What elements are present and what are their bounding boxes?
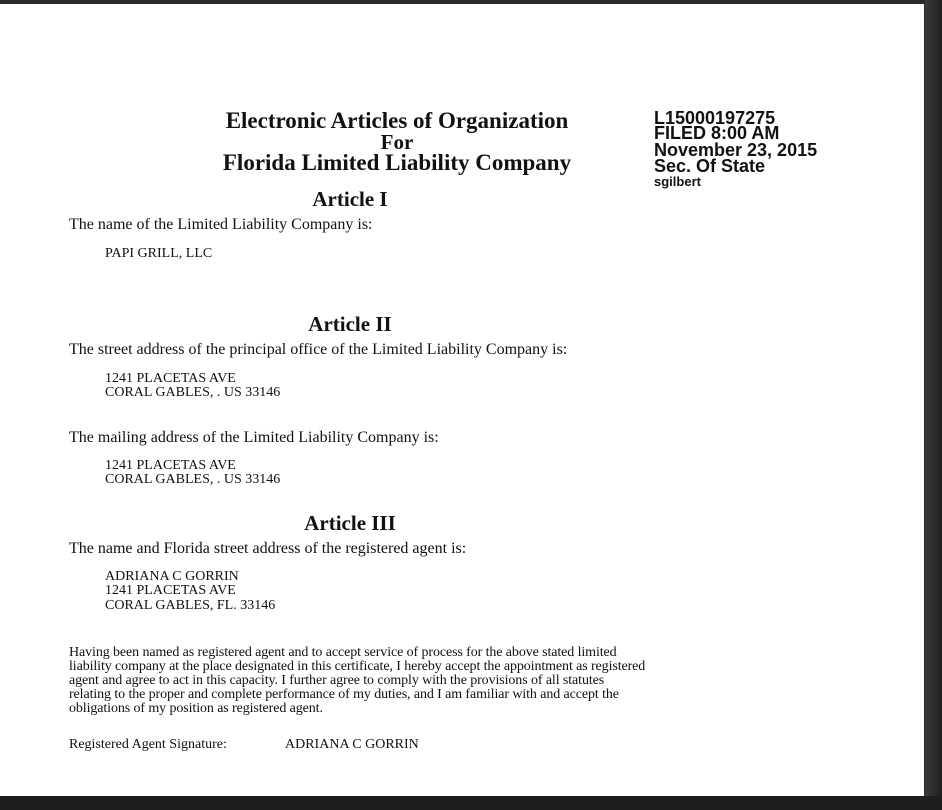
- article-1-statement: The name of the Limited Liability Company is:: [69, 216, 373, 233]
- mailing-address-line1: 1241 PLACETAS AVE: [105, 458, 236, 473]
- company-name: PAPI GRILL, LLC: [105, 246, 213, 261]
- article-1-heading: Article I: [312, 187, 388, 211]
- acceptance-line-3: agent and agree to act in this capacity. I further agree to comply with the provisions of all statutes: [69, 673, 605, 688]
- document-title-line2: For: [380, 130, 414, 154]
- viewer-side-edge: [925, 0, 942, 810]
- principal-address-line1: 1241 PLACETAS AVE: [105, 371, 236, 386]
- acceptance-line-2: liability company at the place designated in this certificate, I hereby accept the appointment as registered: [69, 659, 646, 674]
- viewer-bottom-edge: [0, 796, 942, 810]
- acceptance-line-5: obligations of my position as registered agent.: [69, 701, 323, 716]
- signature-value: ADRIANA C GORRIN: [285, 737, 419, 752]
- document-title-line1: Electronic Articles of Organization: [225, 108, 569, 133]
- stamp-filed-time: FILED 8:00 AM: [654, 123, 780, 143]
- mailing-address-statement: The mailing address of the Limited Liability Company is:: [69, 429, 439, 446]
- registered-agent-address-line2: CORAL GABLES, FL. 33146: [105, 598, 276, 613]
- document-title-line3: Florida Limited Liability Company: [222, 150, 572, 175]
- registered-agent-name: ADRIANA C GORRIN: [105, 569, 239, 584]
- principal-address-line2: CORAL GABLES, . US 33146: [105, 385, 281, 400]
- article-2-heading: Article II: [308, 312, 392, 336]
- stamp-date: November 23, 2015: [654, 140, 818, 160]
- acceptance-line-1: Having been named as registered agent and to accept service of process for the above stated limited: [69, 645, 617, 660]
- mailing-address-line2: CORAL GABLES, . US 33146: [105, 472, 281, 487]
- stamp-doc-number: L15000197275: [654, 108, 776, 128]
- registered-agent-statement: The name and Florida street address of the registered agent is:: [69, 540, 467, 557]
- signature-label: Registered Agent Signature:: [69, 737, 227, 752]
- document-page: [0, 4, 924, 796]
- principal-office-statement: The street address of the principal office of the Limited Liability Company is:: [69, 341, 568, 358]
- stamp-clerk: sgilbert: [654, 174, 701, 189]
- stamp-office: Sec. Of State: [654, 156, 766, 176]
- article-3-heading: Article III: [304, 511, 396, 535]
- registered-agent-address-line1: 1241 PLACETAS AVE: [105, 583, 236, 598]
- acceptance-line-4: relating to the proper and complete performance of my duties, and I am familiar with and accept the: [69, 687, 619, 702]
